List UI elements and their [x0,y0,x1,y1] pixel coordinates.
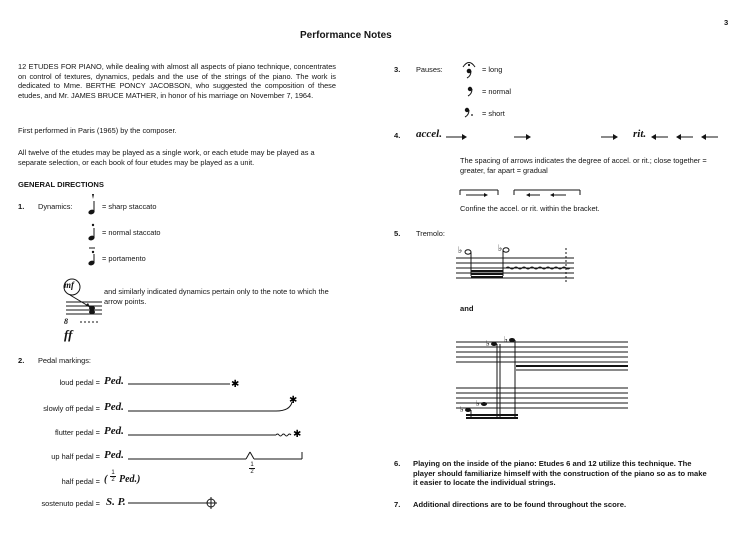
tremolo-and: and [460,304,474,313]
left-arrow-icon [701,134,718,140]
svg-text:♭: ♭ [498,244,503,254]
up-half-pedal-mark: Ped. [104,449,124,461]
slowly-off-pedal-mark: Ped. [104,401,124,413]
half-pedal-mark: Ped.) [119,474,141,485]
rit-label: rit. [633,128,647,140]
up-half-pedal-label: up half pedal = [51,452,100,461]
slowly-off-pedal-label: slowly off pedal = [43,404,100,413]
loud-pedal-mark: Ped. [104,375,124,387]
left-arrow-icon [651,134,668,140]
pauses-number: 3. [394,65,401,74]
svg-text:♭: ♭ [476,399,480,408]
accel-number: 4. [394,131,401,140]
tremolo-example-1 [456,244,576,288]
accel-bracket-note: Confine the accel. or rit. within the bracket. [460,204,600,213]
pedal-release-icon: ✱ [293,429,302,440]
arrow-dynamic-note: and similarly indicated dynamics pertain only to the note to which the arrow points. [104,287,329,306]
right-arrow-icon [514,134,531,140]
ff-mark: ff [64,327,73,342]
right-arrow-icon [601,134,618,140]
right-arrow-icon [446,134,467,140]
accel-label: accel. [416,128,442,140]
svg-text:♭: ♭ [486,339,490,348]
half-pedal-label: half pedal = [61,477,100,486]
inside-number: 6. [394,459,401,468]
half-pedal-prefix: ( [104,474,108,485]
up-half-fraction-den: 2 [250,469,254,475]
additional-number: 7. [394,500,401,509]
page-title: Performance Notes [300,30,392,41]
page-number: 3 [724,18,729,27]
svg-text:♭: ♭ [460,405,464,414]
flutter-pedal-mark: Ped. [104,425,124,437]
tremolo-label: Tremolo: [416,229,445,238]
normal-staccato-label: = normal staccato [102,228,161,237]
dynamics-label: Dynamics: [38,202,73,211]
svg-text:♭: ♭ [504,335,508,344]
portamento-label: = portamento [102,254,146,263]
mf-mark: mf [64,280,74,290]
pedal-number: 2. [18,356,25,365]
intro-paragraph-3: All twelve of the etudes may be played as a single work, or each etude may be played as a separate selection, or each book of four etudes may be played as a unit. [18,148,315,167]
bracketed-arrows-icon [460,190,580,197]
pause-normal-label: = normal [482,87,511,96]
tremolo-number: 5. [394,229,401,238]
pedal-label: Pedal markings: [38,356,91,365]
pedal-release-icon: ✱ [231,379,240,390]
pause-short-label: = short [482,109,505,118]
additional-text: Additional directions are to be found throughout the score. [413,500,627,509]
intro-paragraph-2: First performed in Paris (1965) by the composer. [18,126,177,135]
svg-text:♭: ♭ [458,246,463,256]
sostenuto-pedal-label: sostenuto pedal = [41,499,100,508]
loud-pedal-label: loud pedal = [59,378,100,387]
half-pedal-fraction-den: 2 [111,477,115,483]
tremolo-example-2 [456,330,632,430]
sharp-staccato-label: = sharp staccato [102,202,157,211]
pause-long-label: = long [482,65,503,74]
half-pedal-fraction-num: 1 [111,470,115,476]
flutter-pedal-label: flutter pedal = [55,428,100,437]
general-directions-heading: GENERAL DIRECTIONS [18,180,104,189]
ottava-mark: 8 [64,317,68,326]
dynamics-number: 1. [18,202,25,211]
left-arrow-icon [676,134,693,140]
inside-text: Playing on the inside of the piano: Etudes 6 and 12 utilize this technique. The player should familiarize himself with the construction of the piano so as to make it easier to locate the individual strings. [413,459,707,488]
pauses-label: Pauses: [416,65,443,74]
accel-spacing-note: The spacing of arrows indicates the degree of accel. or rit.; close together = greater, far apart = gradual [460,156,707,175]
pedal-release-icon: ✱ [289,395,298,406]
up-half-fraction-num: 1 [250,462,254,468]
intro-paragraph-1: 12 ETUDES FOR PIANO, while dealing with almost all aspects of piano technique, concentrates on control of textures, dynamics, pedals and the use of the strings of the piano. The work is dedicated to Mme. BERTHE PONCY JACOBSON, who suggested the composition of these etudes, and Mr. JAMES BRUCE MATHER, in honor of his marriage on November 7, 1964. [18,62,336,100]
sostenuto-pedal-mark: S. P. [106,496,126,508]
